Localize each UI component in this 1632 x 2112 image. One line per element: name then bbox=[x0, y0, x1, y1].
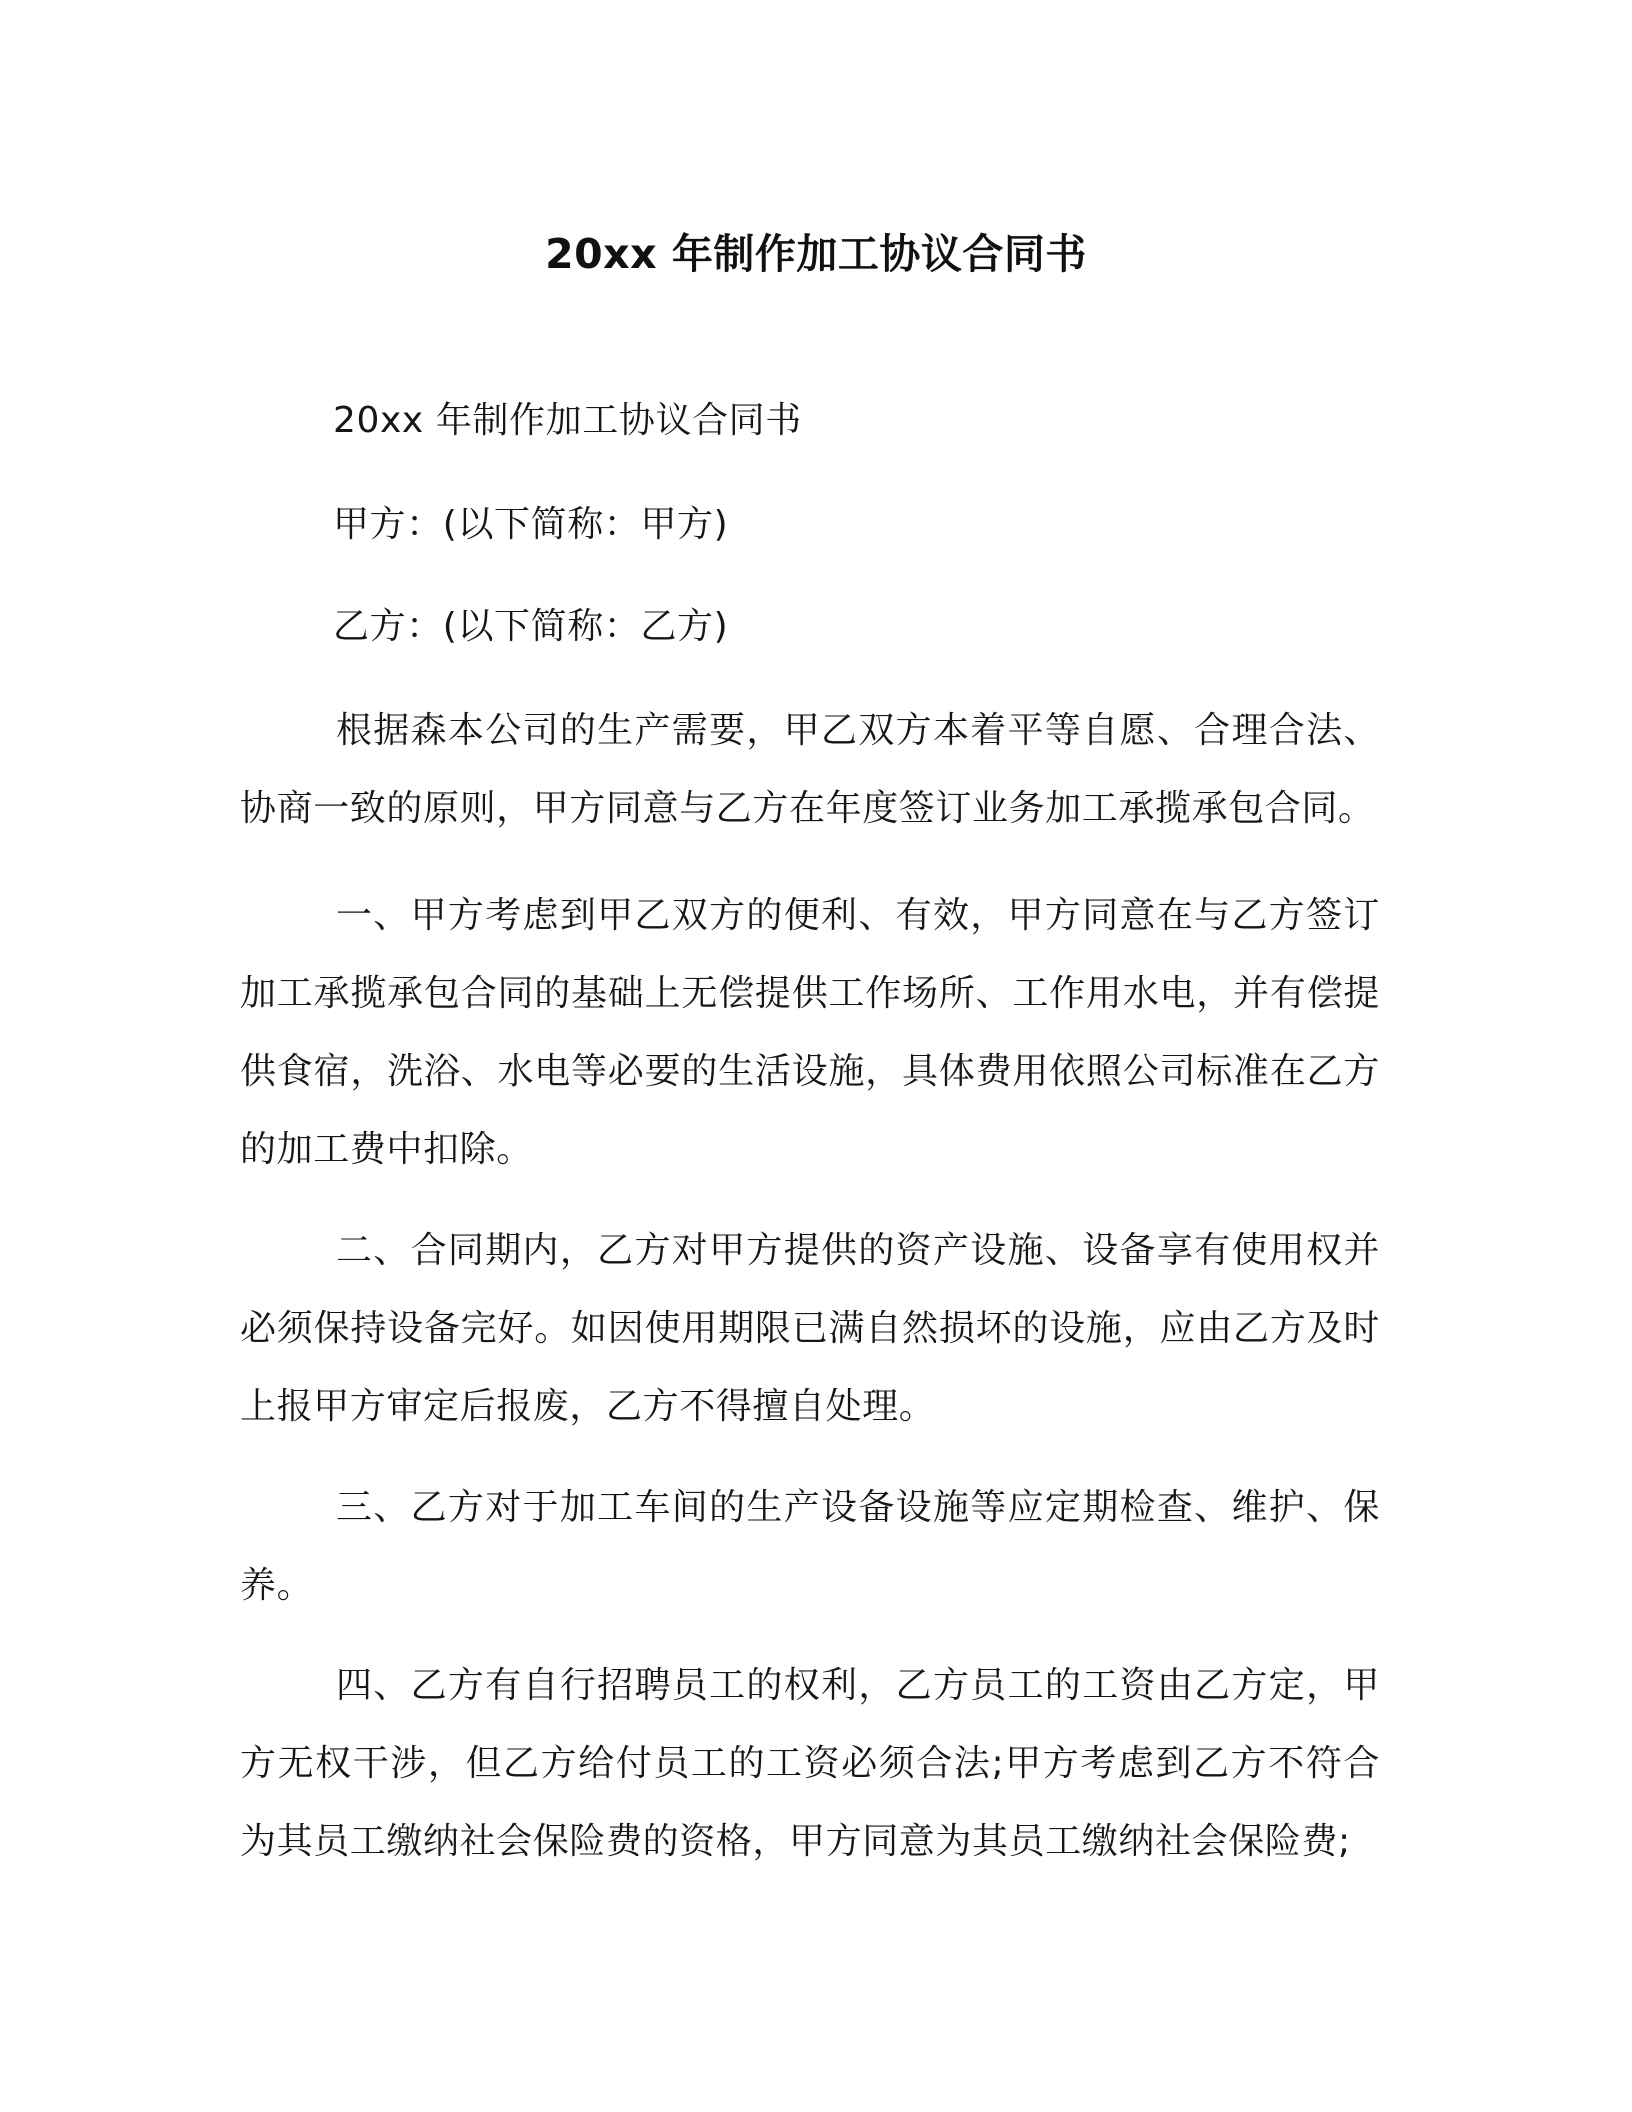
paragraph-intro: 根据森本公司的生产需要，甲乙双方本着平等自愿、合理合法、协商一致的原则，甲方同意与乙方在年度签订业务加工承揽承包合同。 bbox=[240, 710, 1380, 829]
paragraph-clause-4: 四、乙方有自行招聘员工的权利，乙方员工的工资由乙方定，甲方无权干涉，但乙方给付员工的工资必须合法;甲方考虑到乙方不符合为其员工缴纳社会保险费的资格，甲方同意为其员工缴纳社会保险费; bbox=[240, 1665, 1380, 1862]
paragraph-clause-1: 一、甲方考虑到甲乙双方的便利、有效，甲方同意在与乙方签订加工承揽承包合同的基础上无偿提供工作场所、工作用水电，并有偿提供食宿，洗浴、水电等必要的生活设施，具体费用依照公司标准在乙方的加工费中扣除。 bbox=[240, 895, 1380, 1170]
document-title: 20xx 年制作加工协议合同书 bbox=[545, 230, 1087, 278]
party-b-line: 乙方：(以下简称：乙方) bbox=[333, 606, 729, 647]
party-a-line: 甲方：(以下简称：甲方) bbox=[333, 504, 729, 545]
paragraph-clause-2: 二、合同期内，乙方对甲方提供的资产设施、设备享有使用权并必须保持设备完好。如因使用期限已满自然损坏的设施，应由乙方及时上报甲方审定后报废，乙方不得擅自处理。 bbox=[240, 1230, 1380, 1427]
paragraph-clause-3: 三、乙方对于加工车间的生产设备设施等应定期检查、维护、保养。 bbox=[240, 1487, 1380, 1606]
heading-line: 20xx 年制作加工协议合同书 bbox=[333, 400, 802, 441]
